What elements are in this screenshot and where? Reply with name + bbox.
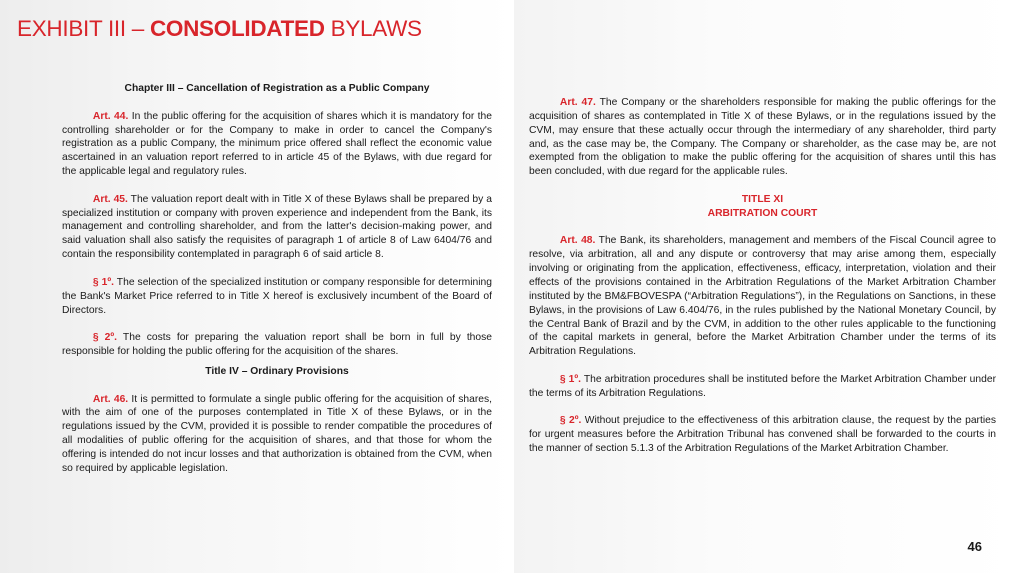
article-45 <box>62 193 492 262</box>
paragraph-2-text: The costs for preparing the valuation report shall be born in full by those responsible for holding the public offering for the acquisition of the shares. <box>62 332 493 358</box>
title-prefix: EXHIBIT III – <box>17 16 150 41</box>
title-bold: CONSOLIDATED <box>149 16 325 41</box>
article-48-text: The Bank, its shareholders, management and members of the Fiscal Council agree to resolve, via arbitration, all and any dispute or controversy that may arise among them, especially involving or originating from the application, effectiveness, efficacy, interpretation, violation and their effects of the provisions contained in the Arbitration Regulations of the Market Arbitration Chamber instituted by the BM&FBOVESPA (“Arbitration Regulations”), in the Regulations on Sanctions, in these Bylaws, in the provisions of Law 6.404/76, in the rules published by the National Monetary Council, by the Central Bank of Brazil and by the CVM, in addition to the other rules applicable to the functioning of the capital markets in general, before the Market Arbitration Chamber under the terms of its Arbitration Regulations. <box>529 235 996 358</box>
arbitration-paragraph-2-text: Without prejudice to the effectiveness of this arbitration clause, the request by the parties for urgent measures before the Arbitration Tribunal has convened shall be forwarded to the courts in the manner of section 5.1.3 of the Arbitration Regulations of the Market Arbitration Chamber. <box>529 415 997 455</box>
arbitration-court-heading: ARBITRATION COURT <box>707 207 818 219</box>
article-47-text: The Company or the shareholders responsible for making the public offerings for the acquisition of shares as contemplated in Title X of these Bylaws, or in the regulations issued by the CVM, may ensure that these actually occur through the intermediary of any shareholder, third party and, as the case may be, the Company. The Company or shareholder, as the case may be, are not exempted from the obligation to make the public offering for the acquisition of shares until this has been concluded, with due regard for the applicable rules. <box>529 97 996 178</box>
arbitration-paragraph-2-label: § 2º. <box>559 415 582 427</box>
paragraph-1-text: The selection of the specialized institution or company responsible for determining the Bank's Market Price referred to in Title X hereof is exclusively incumbent of the Board of Directors. <box>62 276 492 316</box>
article-44-label: Art. 44. <box>92 110 129 122</box>
right-column <box>529 96 996 470</box>
chapter-heading: Chapter III – Cancellation of Registration as a Public Company <box>124 83 430 94</box>
paragraph-2-label: § 2º. <box>92 332 118 344</box>
title-suffix: BYLAWS <box>324 16 422 41</box>
article-47 <box>529 96 996 179</box>
article-48-paragraph-2 <box>529 414 996 456</box>
title-iv-heading: Title IV – Ordinary Provisions <box>205 365 349 377</box>
page-title <box>17 16 422 42</box>
article-45-text: The valuation report dealt with in Title X of these Bylaws shall be prepared by a specialized institution or company with proven experience and independent from the Bank, its management and controlling shareholder, and from the latter's decision-making power, and said valuation shall also satisfy the requisites of paragraph 1 of article 8 of Law 6404/76 and contain the responsibility contemplated in paragraph 6 of said article 8. <box>62 193 492 261</box>
article-47-label: Art. 47. <box>559 97 596 108</box>
arbitration-paragraph-1-text: The arbitration procedures shall be instituted before the Market Arbitration Chamber under the terms of its Arbitration Regulations. <box>529 373 997 399</box>
article-48 <box>529 234 996 359</box>
article-44 <box>62 110 492 179</box>
article-48-paragraph-1 <box>529 373 996 401</box>
article-46 <box>62 393 492 476</box>
article-45-label: Art. 45. <box>92 193 128 205</box>
article-46-text: It is permitted to formulate a single public offering for the acquisition of shares, with the aim of one of the purposes contemplated in Title X of these Bylaws, or in the regulations issued by the CVM, provided it is possible to render compatible the procedures of all modalities of public offering for the acquisition of shares, and that those for whom the offering is intended do not incur losses and that authorization is obtained from the CVM, when so required by applicable legislation. <box>62 393 492 474</box>
left-column <box>62 82 492 489</box>
article-45-paragraph-1 <box>62 276 492 318</box>
paragraph-1-label: § 1º. <box>92 276 114 288</box>
page-number: 46 <box>967 539 982 554</box>
article-48-label: Art. 48. <box>559 235 596 247</box>
arbitration-paragraph-1-label: § 1º. <box>559 373 581 385</box>
article-44-text: In the public offering for the acquisition of shares which it is mandatory for the controlling shareholder or for the Company to make in order to cancel the Company's registration as a public Company, the minimum price offered shall reflect the economic value ascertained in an valuation report referred to in article 45 of the Bylaws, with due regard for the applicable legal and regulatory rules. <box>62 110 492 178</box>
article-46-label: Art. 46. <box>92 393 129 405</box>
title-xi-heading: TITLE XI <box>741 193 784 205</box>
article-45-paragraph-2 <box>62 331 492 359</box>
